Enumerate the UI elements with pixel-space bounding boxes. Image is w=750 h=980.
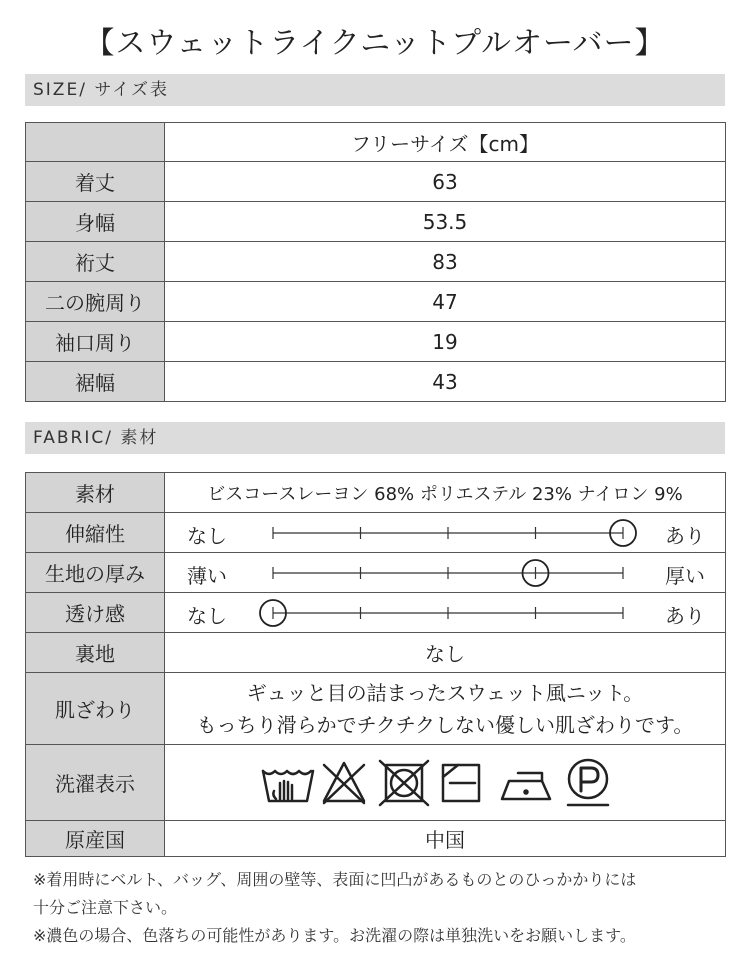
scale-stretch <box>165 514 725 552</box>
scale-left-label: 薄い <box>187 563 227 588</box>
size-row-label: 裾幅 <box>26 362 165 402</box>
size-table-corner <box>26 123 165 162</box>
note-line-1: ※着用時にベルト、バッグ、周囲の壁等、表面に凹凸があるものとのひっかかりには <box>33 870 637 889</box>
iron-low-icon <box>502 773 550 799</box>
scale-label-thickness: 生地の厚み <box>26 553 165 593</box>
scale-track <box>165 594 725 632</box>
size-row-label: 二の腕周り <box>26 282 165 322</box>
note-line-2: 十分ご注意下さい。 <box>33 898 178 917</box>
material-label: 素材 <box>26 473 165 513</box>
dry-clean-p-icon <box>568 760 608 805</box>
page-title: 【スウェットライクニットプルオーバー】 <box>84 26 666 61</box>
size-column-header: フリーサイズ【cm】 <box>165 123 726 162</box>
care-icons <box>165 745 726 821</box>
line-dry-shade-icon <box>443 765 479 801</box>
scale-label-stretch: 伸縮性 <box>26 513 165 553</box>
scale-track <box>165 554 725 592</box>
origin-value: 中国 <box>165 821 726 857</box>
note-line-3: ※濃色の場合、色落ちの可能性があります。お洗濯の際は単独洗いをお願いします。 <box>33 926 636 945</box>
size-section-heading: SIZE/ サイズ表 <box>25 74 725 106</box>
texture-line-1: ギュッと目の詰まったスウェット風ニット。 <box>246 680 644 705</box>
scale-left-label: なし <box>187 523 227 548</box>
scale-label-sheer: 透け感 <box>26 593 165 633</box>
size-row-label: 袖口周り <box>26 322 165 362</box>
scale-right-label: あり <box>665 603 705 628</box>
fabric-section-heading: FABRIC/ 素材 <box>25 422 725 454</box>
size-row-value: 53.5 <box>165 202 726 242</box>
size-row-label: 身幅 <box>26 202 165 242</box>
scale-track <box>165 514 725 552</box>
scale-sheer <box>165 594 725 632</box>
material-value: ビスコースレーヨン 68% ポリエステル 23% ナイロン 9% <box>165 473 726 513</box>
no-tumble-dry-icon <box>380 761 428 805</box>
size-row-label: 裄丈 <box>26 242 165 282</box>
scale-right-label: 厚い <box>665 563 705 588</box>
size-row-value: 63 <box>165 162 726 202</box>
notes <box>33 866 733 950</box>
scale-thickness <box>165 554 725 592</box>
lining-label: 裏地 <box>26 633 165 673</box>
texture-line-2: もっちり滑らかでチクチクしない優しい肌ざわりです。 <box>196 712 694 737</box>
origin-label: 原産国 <box>26 821 165 857</box>
scale-right-label: あり <box>665 523 705 548</box>
texture-label: 肌ざわり <box>26 673 165 745</box>
size-row-value: 43 <box>165 362 726 402</box>
size-row-label: 着丈 <box>26 162 165 202</box>
hand-wash-icon <box>263 771 313 801</box>
fabric-table <box>25 472 726 857</box>
size-row-value: 83 <box>165 242 726 282</box>
size-table <box>25 122 726 402</box>
size-row-value: 47 <box>165 282 726 322</box>
care-label: 洗濯表示 <box>26 745 165 821</box>
scale-left-label: なし <box>187 603 227 628</box>
lining-value: なし <box>165 633 726 673</box>
size-row-value: 19 <box>165 322 726 362</box>
no-bleach-icon <box>324 763 364 803</box>
